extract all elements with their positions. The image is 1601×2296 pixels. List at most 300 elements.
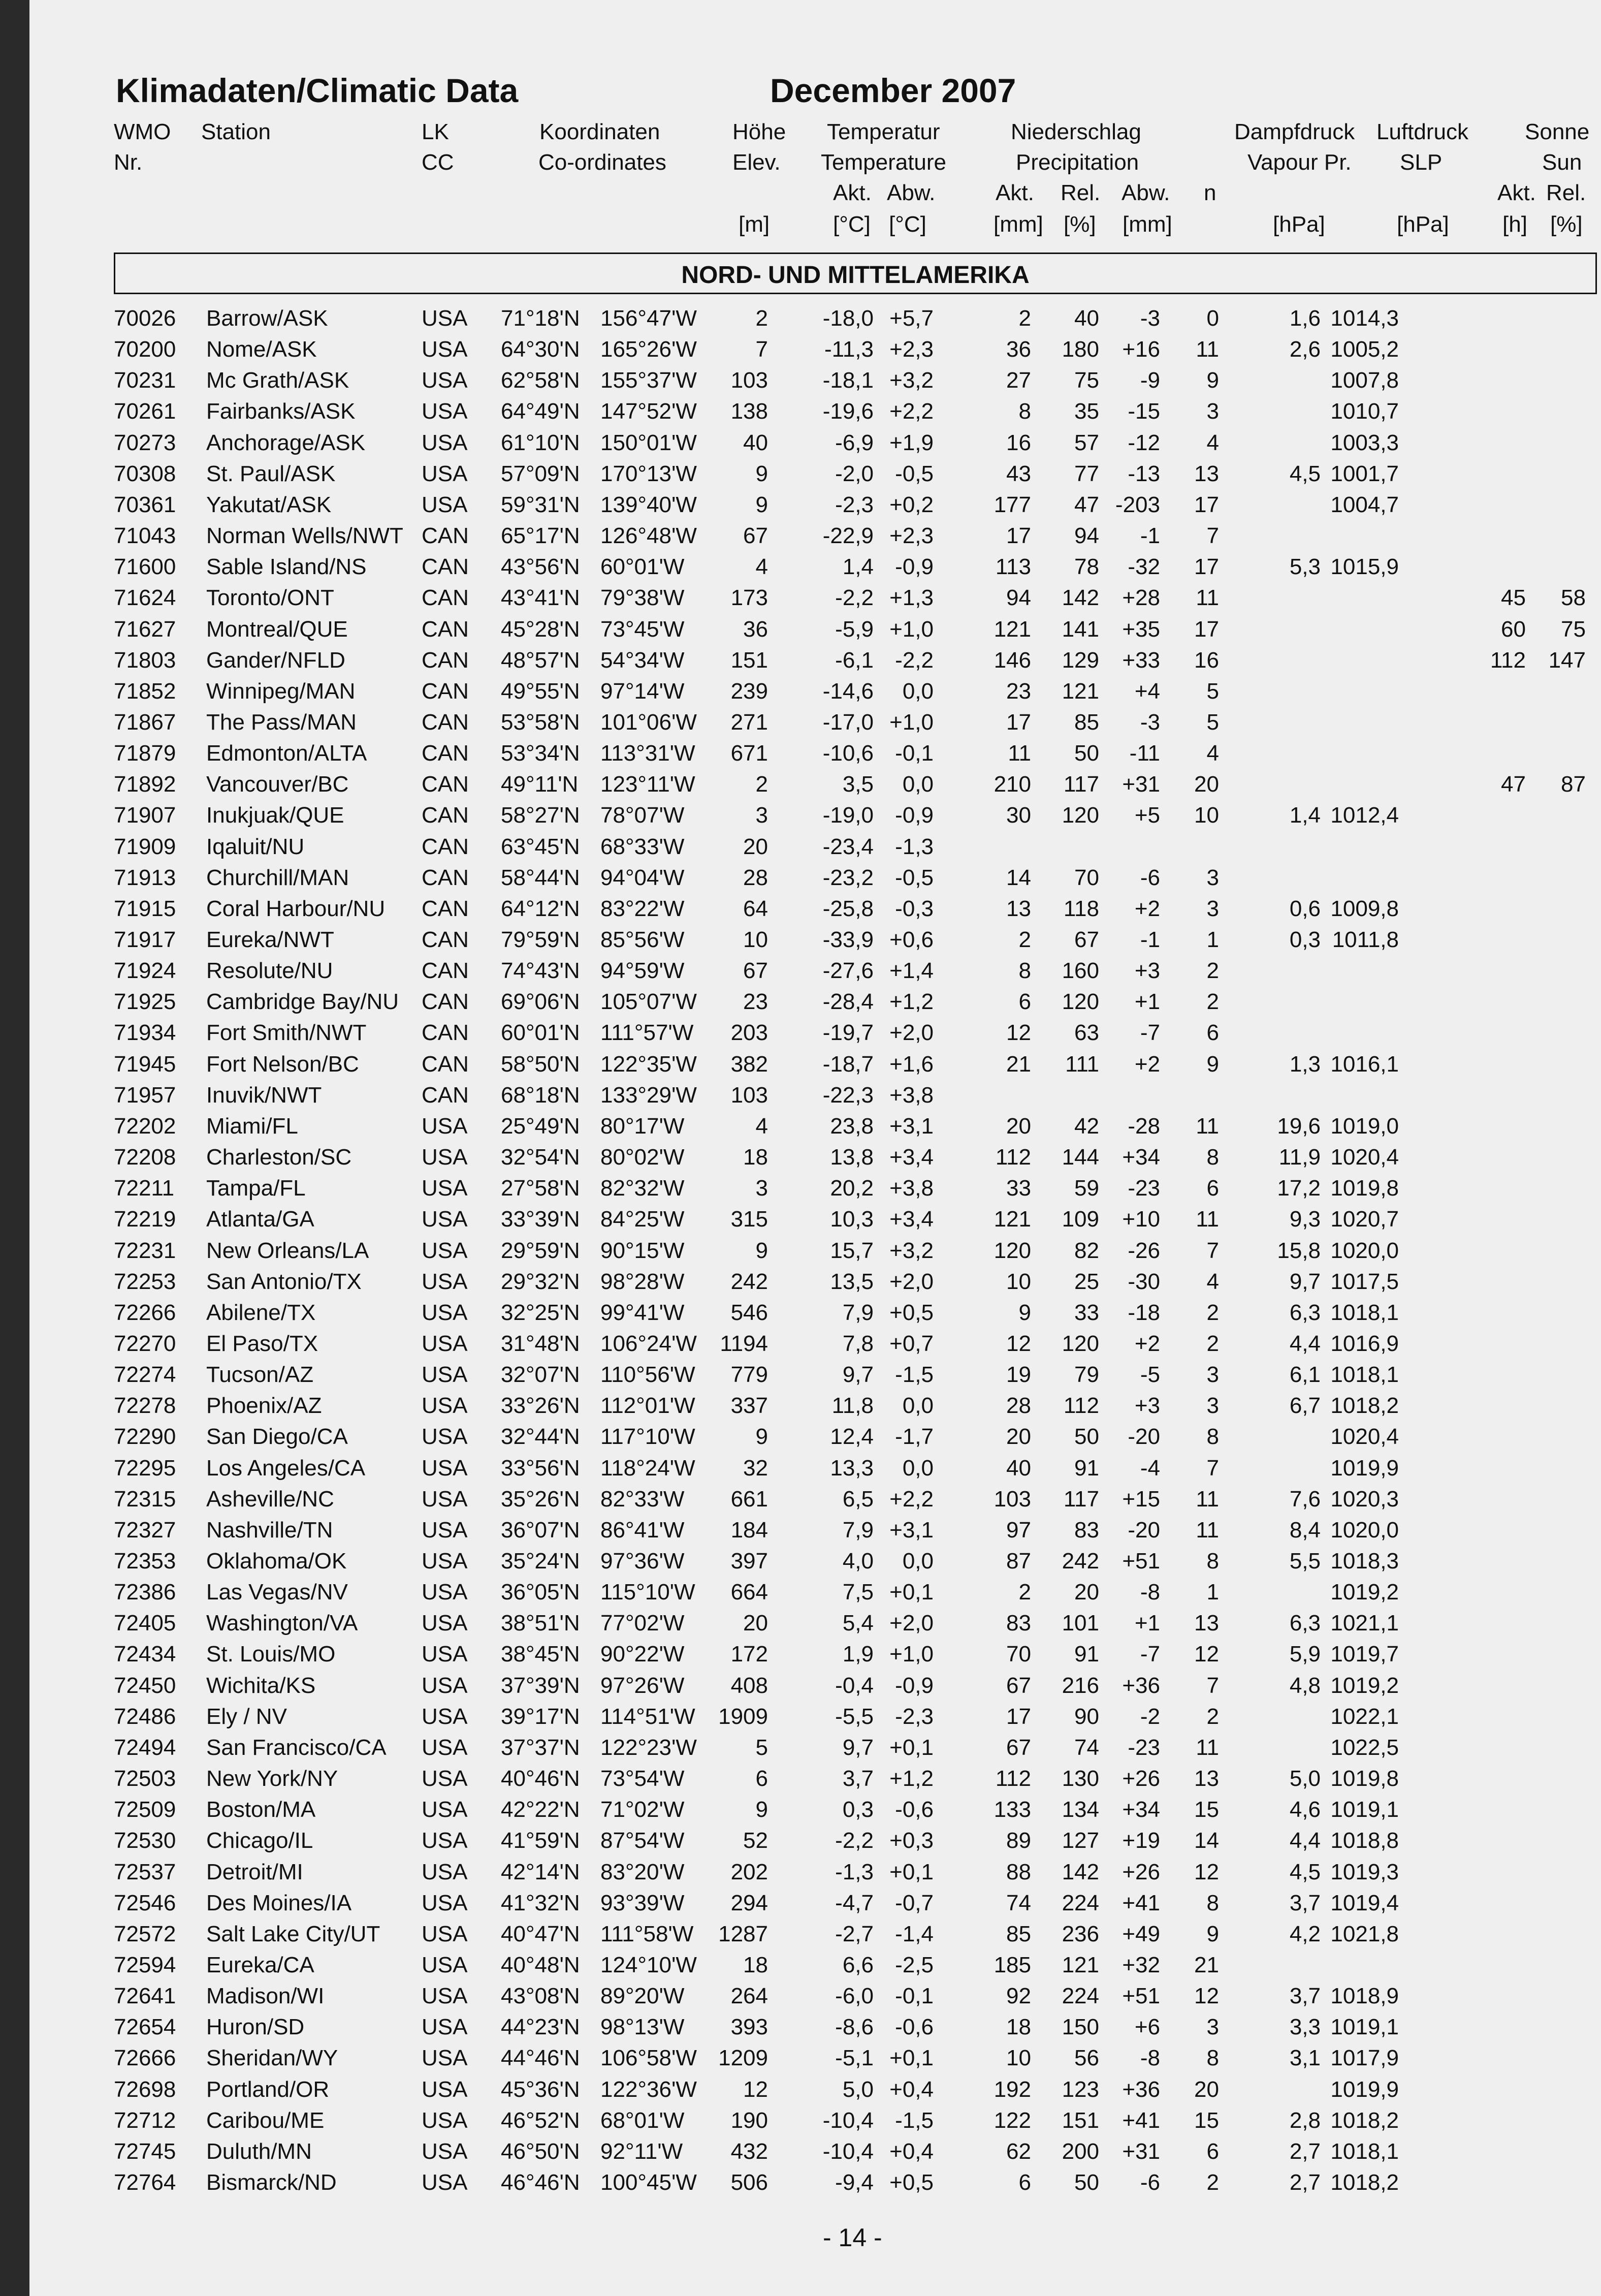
cell-temp-abw: -2,2 [895, 647, 934, 673]
cell-latitude: 60°01'N [501, 1020, 580, 1046]
cell-prec-abw: +2 [1134, 1331, 1160, 1356]
cell-slp: 1018,1 [1330, 1300, 1399, 1325]
header-temp-unit-abw: [°C] [889, 212, 926, 237]
cell-prec-n: 10 [1194, 803, 1219, 828]
cell-latitude: 43°08'N [501, 1984, 580, 2009]
cell-prec-rel: 142 [1062, 1859, 1099, 1884]
cell-prec-abw: -203 [1115, 492, 1160, 517]
cell-country-code: CAN [422, 523, 469, 549]
cell-prec-n: 1 [1206, 927, 1219, 952]
cell-latitude: 32°07'N [501, 1362, 580, 1388]
cell-sun-akt: 47 [1501, 772, 1526, 797]
cell-temp-akt: -18,1 [822, 368, 874, 393]
cell-temp-akt: -6,0 [835, 1984, 874, 2009]
cell-slp: 1010,7 [1330, 399, 1399, 424]
table-row [0, 1049, 1601, 1080]
cell-latitude: 71°18'N [501, 306, 580, 331]
cell-longitude: 71°02'W [600, 1797, 685, 1822]
cell-prec-abw: -6 [1140, 2170, 1160, 2195]
cell-vapour-pressure: 5,3 [1289, 554, 1321, 580]
table-row [0, 1297, 1601, 1328]
cell-prec-abw: -4 [1140, 1455, 1160, 1481]
cell-elevation: 671 [730, 741, 768, 766]
cell-prec-n: 15 [1194, 2108, 1219, 2133]
cell-prec-akt: 177 [994, 492, 1031, 517]
cell-latitude: 69°06'N [501, 989, 580, 1015]
cell-prec-abw: +15 [1122, 1486, 1160, 1512]
table-row [0, 2167, 1601, 2198]
cell-elevation: 4 [755, 1113, 768, 1139]
cell-prec-abw: +26 [1122, 1859, 1160, 1884]
cell-vapour-pressure: 11,9 [1278, 1145, 1321, 1170]
cell-prec-rel: 101 [1062, 1611, 1099, 1636]
cell-prec-n: 11 [1196, 1113, 1219, 1139]
cell-temp-abw: +2,3 [889, 523, 934, 549]
cell-station: Fort Nelson/BC [206, 1051, 359, 1077]
table-row [0, 676, 1601, 707]
cell-prec-akt: 97 [1006, 1517, 1031, 1543]
cell-prec-akt: 27 [1006, 368, 1031, 393]
cell-station: Tucson/AZ [206, 1362, 314, 1388]
cell-wmo-nr: 71867 [114, 709, 176, 735]
cell-prec-n: 8 [1206, 1549, 1219, 1574]
cell-prec-akt: 40 [1006, 1455, 1031, 1481]
cell-elevation: 23 [743, 989, 768, 1015]
cell-station: San Diego/CA [206, 1424, 348, 1450]
cell-temp-akt: -14,6 [822, 678, 874, 704]
cell-temp-akt: 7,9 [842, 1300, 874, 1325]
cell-elevation: 2 [755, 306, 768, 331]
cell-prec-n: 11 [1196, 585, 1219, 611]
cell-sun-rel: 75 [1561, 616, 1586, 642]
cell-latitude: 43°41'N [501, 585, 580, 611]
cell-country-code: USA [422, 1113, 468, 1139]
cell-latitude: 32°54'N [501, 1145, 580, 1170]
header-temperatur: Temperatur [827, 119, 940, 144]
cell-vapour-pressure: 4,4 [1289, 1828, 1321, 1853]
cell-temp-abw: -0,9 [895, 803, 934, 828]
cell-country-code: CAN [422, 1082, 469, 1108]
cell-station: Los Angeles/CA [206, 1455, 366, 1481]
cell-longitude: 94°59'W [600, 958, 685, 984]
cell-prec-n: 7 [1206, 1238, 1219, 1263]
table-row [0, 2011, 1601, 2042]
cell-slp: 1018,1 [1330, 2138, 1399, 2164]
cell-longitude: 90°15'W [600, 1238, 685, 1263]
cell-elevation: 52 [743, 1828, 768, 1853]
cell-latitude: 46°46'N [501, 2170, 580, 2195]
cell-prec-rel: 77 [1074, 461, 1099, 486]
cell-longitude: 124°10'W [600, 1952, 697, 1977]
cell-temp-abw: -0,5 [895, 865, 934, 890]
cell-temp-abw: +3,4 [889, 1145, 934, 1170]
cell-latitude: 36°07'N [501, 1517, 580, 1543]
cell-prec-abw: +1 [1134, 989, 1160, 1015]
cell-wmo-nr: 72494 [114, 1735, 176, 1760]
cell-wmo-nr: 70261 [114, 399, 176, 424]
cell-prec-akt: 12 [1006, 1020, 1031, 1046]
cell-prec-akt: 94 [1006, 585, 1031, 611]
cell-longitude: 115°10'W [600, 1580, 695, 1605]
cell-temp-abw: +0,1 [889, 1735, 934, 1760]
cell-slp: 1022,5 [1330, 1735, 1399, 1760]
cell-prec-rel: 224 [1062, 1984, 1099, 2009]
cell-prec-akt: 67 [1006, 1673, 1031, 1698]
table-row [0, 458, 1601, 489]
cell-prec-rel: 236 [1062, 1921, 1099, 1946]
cell-longitude: 122°36'W [600, 2077, 697, 2102]
cell-elevation: 9 [755, 1424, 768, 1450]
cell-prec-rel: 121 [1062, 678, 1099, 704]
cell-country-code: USA [422, 430, 468, 455]
cell-temp-akt: -23,2 [822, 865, 874, 890]
cell-prec-rel: 111 [1065, 1051, 1099, 1077]
cell-prec-akt: 30 [1006, 803, 1031, 828]
cell-prec-abw: +19 [1122, 1828, 1160, 1853]
cell-temp-akt: 6,5 [842, 1486, 874, 1512]
cell-prec-n: 11 [1196, 1207, 1219, 1232]
cell-prec-abw: -20 [1128, 1517, 1160, 1543]
cell-prec-rel: 83 [1074, 1517, 1099, 1543]
cell-prec-akt: 18 [1006, 2015, 1031, 2040]
cell-country-code: CAN [422, 554, 469, 580]
cell-temp-abw: +1,9 [889, 430, 934, 455]
cell-elevation: 67 [743, 523, 768, 549]
cell-prec-akt: 8 [1018, 958, 1031, 984]
cell-prec-abw: +1 [1134, 1611, 1160, 1636]
cell-prec-n: 2 [1206, 1300, 1219, 1325]
cell-prec-n: 12 [1194, 1642, 1219, 1667]
cell-station: Barrow/ASK [206, 306, 328, 331]
table-row [0, 1825, 1601, 1856]
cell-country-code: USA [422, 1393, 468, 1419]
cell-elevation: 9 [755, 1238, 768, 1263]
cell-station: Sheridan/WY [206, 2046, 338, 2071]
cell-prec-rel: 134 [1062, 1797, 1099, 1822]
cell-prec-rel: 74 [1074, 1735, 1099, 1760]
cell-elevation: 12 [743, 2077, 768, 2102]
cell-prec-abw: -26 [1128, 1238, 1160, 1263]
cell-slp: 1020,3 [1330, 1486, 1399, 1512]
cell-prec-rel: 91 [1074, 1642, 1099, 1667]
table-row [0, 1577, 1601, 1608]
cell-prec-akt: 146 [994, 647, 1031, 673]
cell-slp: 1017,5 [1330, 1269, 1399, 1294]
cell-prec-n: 20 [1194, 2077, 1219, 2102]
header-wmo: WMO [114, 119, 171, 144]
table-row [0, 1515, 1601, 1546]
cell-temp-abw: 0,0 [902, 1455, 934, 1481]
cell-wmo-nr: 72219 [114, 1207, 176, 1232]
cell-prec-akt: 21 [1006, 1051, 1031, 1077]
table-row [0, 396, 1601, 427]
cell-prec-rel: 79 [1074, 1362, 1099, 1388]
cell-prec-n: 3 [1206, 399, 1219, 424]
cell-elevation: 18 [743, 1145, 768, 1170]
cell-wmo-nr: 72641 [114, 1984, 176, 2009]
cell-prec-rel: 91 [1074, 1455, 1099, 1481]
cell-prec-n: 4 [1206, 741, 1219, 766]
cell-prec-rel: 67 [1074, 927, 1099, 952]
cell-temp-akt: 20,2 [830, 1176, 874, 1201]
cell-station: Portland/OR [206, 2077, 330, 2102]
cell-temp-abw: -0,1 [895, 1984, 934, 2009]
cell-prec-n: 6 [1206, 1020, 1219, 1046]
cell-vapour-pressure: 9,3 [1289, 1207, 1321, 1232]
cell-longitude: 54°34'W [600, 647, 685, 673]
cell-wmo-nr: 72546 [114, 1890, 176, 1915]
cell-country-code: USA [422, 1486, 468, 1512]
cell-elevation: 294 [730, 1890, 768, 1915]
cell-latitude: 59°31'N [501, 492, 580, 517]
cell-prec-abw: -9 [1140, 368, 1160, 393]
cell-country-code: CAN [422, 741, 469, 766]
cell-temp-abw: +0,1 [889, 1580, 934, 1605]
cell-longitude: 85°56'W [600, 927, 685, 952]
cell-prec-abw: -1 [1140, 927, 1160, 952]
cell-latitude: 29°32'N [501, 1269, 580, 1294]
table-row [0, 1359, 1601, 1390]
cell-longitude: 114°51'W [600, 1704, 695, 1729]
cell-longitude: 68°01'W [600, 2108, 685, 2133]
cell-temp-akt: 7,9 [842, 1517, 874, 1543]
cell-temp-abw: -0,5 [895, 461, 934, 486]
cell-temp-abw: +1,0 [889, 1642, 934, 1667]
table-row [0, 1173, 1601, 1204]
cell-latitude: 49°11'N [501, 772, 579, 797]
cell-station: St. Louis/MO [206, 1642, 336, 1667]
cell-country-code: USA [422, 1176, 468, 1201]
cell-latitude: 36°05'N [501, 1580, 580, 1605]
cell-prec-rel: 123 [1062, 2077, 1099, 2102]
cell-vapour-pressure: 6,7 [1289, 1393, 1321, 1419]
cell-vapour-pressure: 8,4 [1289, 1517, 1321, 1543]
cell-prec-abw: -18 [1128, 1300, 1160, 1325]
cell-station: El Paso/TX [206, 1331, 318, 1356]
cell-station: Caribou/ME [206, 2108, 325, 2133]
cell-wmo-nr: 72274 [114, 1362, 176, 1388]
cell-prec-akt: 10 [1006, 2046, 1031, 2071]
cell-elevation: 432 [730, 2138, 768, 2164]
cell-elevation: 20 [743, 1611, 768, 1636]
header-vapour: Vapour Pr. [1247, 150, 1352, 175]
table-row [0, 862, 1601, 893]
cell-slp: 1019,1 [1330, 1797, 1399, 1822]
cell-prec-abw: -23 [1128, 1735, 1160, 1760]
cell-longitude: 79°38'W [600, 585, 685, 611]
cell-temp-akt: -28,4 [822, 989, 874, 1015]
cell-prec-akt: 13 [1006, 896, 1031, 921]
cell-prec-abw: +28 [1122, 585, 1160, 611]
cell-prec-rel: 120 [1062, 1331, 1099, 1356]
cell-slp: 1015,9 [1330, 554, 1399, 580]
cell-temp-akt: -18,7 [822, 1051, 874, 1077]
cell-prec-n: 1 [1206, 1580, 1219, 1605]
header-slp-unit: [hPa] [1397, 212, 1449, 237]
cell-sun-akt: 112 [1490, 647, 1526, 673]
cell-country-code: USA [422, 306, 468, 331]
cell-vapour-pressure: 4,6 [1289, 1797, 1321, 1822]
cell-wmo-nr: 70200 [114, 337, 176, 362]
cell-longitude: 89°20'W [600, 1984, 685, 2009]
cell-latitude: 65°17'N [501, 523, 580, 549]
cell-vapour-pressure: 17,2 [1277, 1176, 1321, 1201]
table-row [0, 800, 1601, 831]
cell-temp-akt: 7,8 [842, 1331, 874, 1356]
cell-wmo-nr: 72712 [114, 2108, 176, 2133]
cell-country-code: USA [422, 1952, 468, 1977]
cell-prec-akt: 2 [1018, 927, 1031, 952]
cell-latitude: 58°27'N [501, 803, 580, 828]
cell-prec-akt: 6 [1018, 2170, 1031, 2195]
cell-prec-akt: 89 [1006, 1828, 1031, 1853]
cell-latitude: 32°25'N [501, 1300, 580, 1325]
cell-prec-n: 4 [1206, 430, 1219, 455]
cell-latitude: 37°39'N [501, 1673, 580, 1698]
cell-vapour-pressure: 7,6 [1289, 1486, 1321, 1512]
cell-latitude: 46°52'N [501, 2108, 580, 2133]
cell-prec-akt: 83 [1006, 1611, 1031, 1636]
cell-temp-abw: +0,5 [889, 2170, 934, 2195]
cell-country-code: USA [422, 337, 468, 362]
cell-wmo-nr: 70273 [114, 430, 176, 455]
cell-station: Edmonton/ALTA [206, 741, 367, 766]
table-row [0, 365, 1601, 396]
cell-elevation: 10 [743, 927, 768, 952]
cell-temp-abw: +0,4 [889, 2138, 934, 2164]
cell-wmo-nr: 72353 [114, 1549, 176, 1574]
cell-prec-akt: 33 [1006, 1176, 1031, 1201]
cell-prec-n: 8 [1206, 1424, 1219, 1450]
cell-country-code: USA [422, 1890, 468, 1915]
cell-vapour-pressure: 6,3 [1289, 1300, 1321, 1325]
cell-wmo-nr: 70361 [114, 492, 176, 517]
cell-longitude: 106°58'W [600, 2046, 697, 2071]
cell-slp: 1019,2 [1330, 1673, 1399, 1698]
cell-elevation: 18 [743, 1952, 768, 1977]
cell-prec-abw: +5 [1134, 803, 1160, 828]
cell-slp: 1020,7 [1330, 1207, 1399, 1232]
cell-wmo-nr: 71907 [114, 803, 176, 828]
cell-latitude: 33°39'N [501, 1207, 580, 1232]
cell-elevation: 203 [730, 1020, 768, 1046]
cell-country-code: USA [422, 2077, 468, 2102]
cell-longitude: 111°58'W [600, 1921, 694, 1946]
header-precipitation: Precipitation [1016, 150, 1139, 175]
cell-vapour-pressure: 9,7 [1289, 1269, 1321, 1294]
cell-temp-akt: -11,3 [824, 337, 874, 362]
cell-slp: 1019,8 [1330, 1766, 1399, 1791]
cell-station: Las Vegas/NV [206, 1580, 348, 1605]
cell-elevation: 6 [755, 1766, 768, 1791]
cell-prec-akt: 120 [994, 1238, 1031, 1263]
cell-wmo-nr: 72295 [114, 1455, 176, 1481]
cell-vapour-pressure: 6,1 [1289, 1362, 1321, 1388]
cell-prec-rel: 130 [1062, 1766, 1099, 1791]
cell-slp: 1019,4 [1330, 1890, 1399, 1915]
cell-prec-akt: 210 [994, 772, 1031, 797]
cell-prec-n: 21 [1194, 1952, 1219, 1977]
cell-wmo-nr: 72208 [114, 1145, 176, 1170]
cell-temp-akt: -6,9 [835, 430, 874, 455]
cell-prec-n: 2 [1206, 1704, 1219, 1729]
cell-country-code: USA [422, 1362, 468, 1388]
cell-wmo-nr: 72654 [114, 2015, 176, 2040]
cell-longitude: 126°48'W [600, 523, 697, 549]
cell-slp: 1012,4 [1330, 803, 1399, 828]
cell-prec-abw: -6 [1140, 865, 1160, 890]
cell-prec-rel: 121 [1062, 1952, 1099, 1977]
header-prec-n: n [1204, 180, 1216, 205]
cell-latitude: 38°51'N [501, 1611, 580, 1636]
cell-prec-akt: 87 [1006, 1549, 1031, 1574]
cell-wmo-nr: 72594 [114, 1952, 176, 1977]
table-row [0, 738, 1601, 769]
cell-latitude: 35°24'N [501, 1549, 580, 1574]
cell-longitude: 83°20'W [600, 1859, 685, 1884]
table-row [0, 1235, 1601, 1266]
cell-prec-rel: 129 [1062, 647, 1099, 673]
cell-prec-akt: 62 [1006, 2138, 1031, 2164]
cell-prec-rel: 117 [1063, 772, 1099, 797]
cell-wmo-nr: 72530 [114, 1828, 176, 1853]
table-row [0, 1453, 1601, 1484]
cell-prec-akt: 192 [994, 2077, 1031, 2102]
cell-prec-n: 9 [1206, 368, 1219, 393]
cell-wmo-nr: 71627 [114, 616, 176, 642]
header-sun-unit-rel: [%] [1550, 212, 1583, 237]
cell-longitude: 87°54'W [600, 1828, 685, 1853]
cell-elevation: 664 [730, 1580, 768, 1605]
cell-wmo-nr: 72327 [114, 1517, 176, 1543]
cell-temp-akt: 0,3 [842, 1797, 874, 1822]
cell-elevation: 7 [755, 337, 768, 362]
cell-prec-abw: +49 [1122, 1921, 1160, 1946]
cell-prec-abw: -7 [1140, 1020, 1160, 1046]
cell-latitude: 40°48'N [501, 1952, 580, 1977]
cell-station: Montreal/QUE [206, 616, 348, 642]
cell-country-code: USA [422, 1859, 468, 1884]
cell-temp-akt: 5,0 [842, 2077, 874, 2102]
cell-latitude: 41°32'N [501, 1890, 580, 1915]
cell-vapour-pressure: 5,0 [1289, 1766, 1321, 1791]
cell-temp-akt: -2,3 [835, 492, 874, 517]
cell-prec-n: 6 [1206, 2138, 1219, 2164]
cell-country-code: USA [422, 1828, 468, 1853]
cell-prec-abw: +4 [1134, 678, 1160, 704]
cell-elevation: 138 [730, 399, 768, 424]
region-box [114, 253, 1597, 294]
cell-longitude: 99°41'W [600, 1300, 685, 1325]
cell-latitude: 68°18'N [501, 1082, 580, 1108]
cell-prec-n: 17 [1194, 554, 1219, 580]
cell-prec-akt: 20 [1006, 1424, 1031, 1450]
table-row [0, 924, 1601, 955]
cell-slp: 1019,1 [1330, 2015, 1399, 2040]
cell-latitude: 48°57'N [501, 647, 580, 673]
cell-prec-abw: -30 [1128, 1269, 1160, 1294]
cell-prec-abw: +2 [1134, 896, 1160, 921]
cell-elevation: 172 [730, 1642, 768, 1667]
cell-slp: 1007,8 [1330, 368, 1399, 393]
cell-prec-abw: -7 [1140, 1642, 1160, 1667]
cell-latitude: 74°43'N [501, 958, 580, 984]
cell-temp-akt: -19,0 [822, 803, 874, 828]
cell-prec-n: 7 [1206, 523, 1219, 549]
cell-temp-akt: -2,7 [835, 1921, 874, 1946]
cell-prec-abw: -32 [1128, 554, 1160, 580]
cell-prec-akt: 17 [1006, 523, 1031, 549]
